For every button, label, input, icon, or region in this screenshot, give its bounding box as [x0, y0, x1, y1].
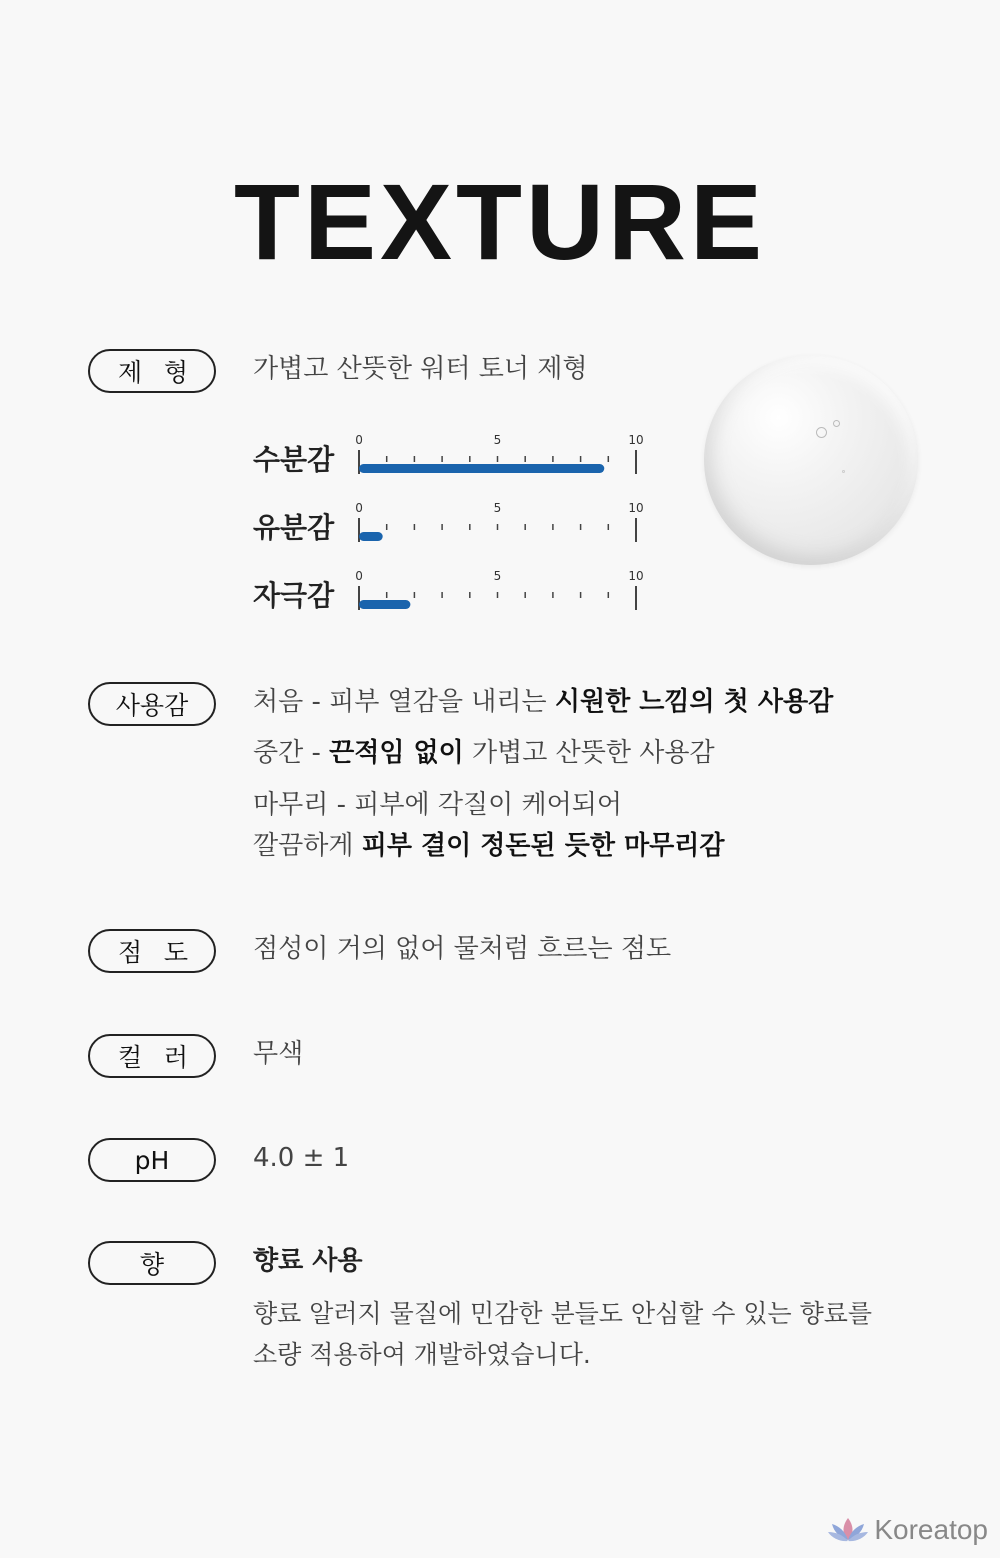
texture-droplet-image: [704, 355, 918, 565]
feel-line-2-suffix: 가볍고 산뜻한 사용감: [463, 738, 715, 768]
feel-line-4: [253, 830, 724, 864]
brand-name: Koreatop: [874, 1514, 988, 1545]
label-viscosity: [88, 929, 216, 973]
label-formulation-char-2: 형: [163, 358, 188, 387]
gauge-label-oiliness: 유분감: [253, 511, 335, 544]
color-text: 무색: [253, 1039, 304, 1069]
feel-line-4-emphasis: 피부 결이 정돈된 듯한 마무리감: [361, 831, 725, 861]
scent-description-line-2: 소량 적용하여 개발하였습니다.: [253, 1340, 591, 1369]
feel-line-2-emphasis: 끈적임 없이: [329, 738, 464, 768]
gauge-scale-label: 10: [628, 433, 644, 447]
gauge-scale-label: 5: [493, 569, 502, 583]
gauge-scale-label: 0: [355, 501, 363, 515]
label-formulation-char-1: 제: [118, 358, 143, 387]
feel-line-1-text: 처음 - 피부 열감을 내리는: [253, 687, 555, 717]
gauge-scale-label: 10: [628, 569, 644, 583]
air-bubble: [833, 420, 840, 427]
feel-line-2: [253, 737, 715, 771]
label-color: [88, 1034, 216, 1078]
label-formulation: [88, 349, 216, 393]
scent-headline: 향료 사용: [253, 1246, 363, 1276]
page-title: TEXTURE: [233, 161, 767, 282]
label-color-char-2: 러: [163, 1043, 188, 1072]
feel-line-1-emphasis: 시원한 느낌의 첫 사용감: [554, 687, 834, 717]
viscosity-text: 점성이 거의 없어 물처럼 흐르는 점도: [253, 934, 672, 964]
lotus-icon: [828, 1516, 868, 1544]
gauge-oiliness: [356, 498, 646, 554]
feel-line-1: [253, 686, 833, 720]
scent-description-line-1: 향료 알러지 물질에 민감한 분들도 안심할 수 있는 향료를: [253, 1299, 873, 1328]
label-viscosity-char-1: 점: [118, 938, 143, 967]
feel-line-3: 마무리 - 피부에 각질이 케어되어: [253, 790, 622, 820]
gauge-bar: [359, 600, 410, 609]
label-ph: pH: [88, 1138, 216, 1182]
gauge-scale-label: 0: [355, 433, 363, 447]
label-feel: 사용감: [88, 682, 216, 726]
label-viscosity-char-2: 도: [163, 938, 188, 967]
formulation-text: 가볍고 산뜻한 워터 토너 제형: [253, 354, 588, 384]
gauge-label-moisture: 수분감: [253, 443, 335, 476]
air-bubble: [816, 427, 827, 438]
brand-watermark: [828, 1514, 988, 1546]
feel-line-2-prefix: 중간 -: [253, 738, 330, 768]
gauge-scale-label: 5: [493, 501, 502, 515]
gauge-bar: [359, 464, 604, 473]
gauge-bar: [359, 532, 383, 541]
gauge-irritation: [356, 566, 646, 622]
gauge-scale-label: 5: [493, 433, 502, 447]
gauge-label-irritation: 자극감: [253, 579, 335, 612]
feel-line-4-prefix: 깔끔하게: [253, 831, 362, 861]
label-color-char-1: 컬: [118, 1043, 143, 1072]
air-bubble: [842, 470, 845, 473]
gauge-scale-label: 10: [628, 501, 644, 515]
ph-text: 4.0 ± 1: [253, 1143, 350, 1173]
gauge-scale-label: 0: [355, 569, 363, 583]
label-scent: 향: [88, 1241, 216, 1285]
gauge-moisture: [356, 430, 646, 486]
